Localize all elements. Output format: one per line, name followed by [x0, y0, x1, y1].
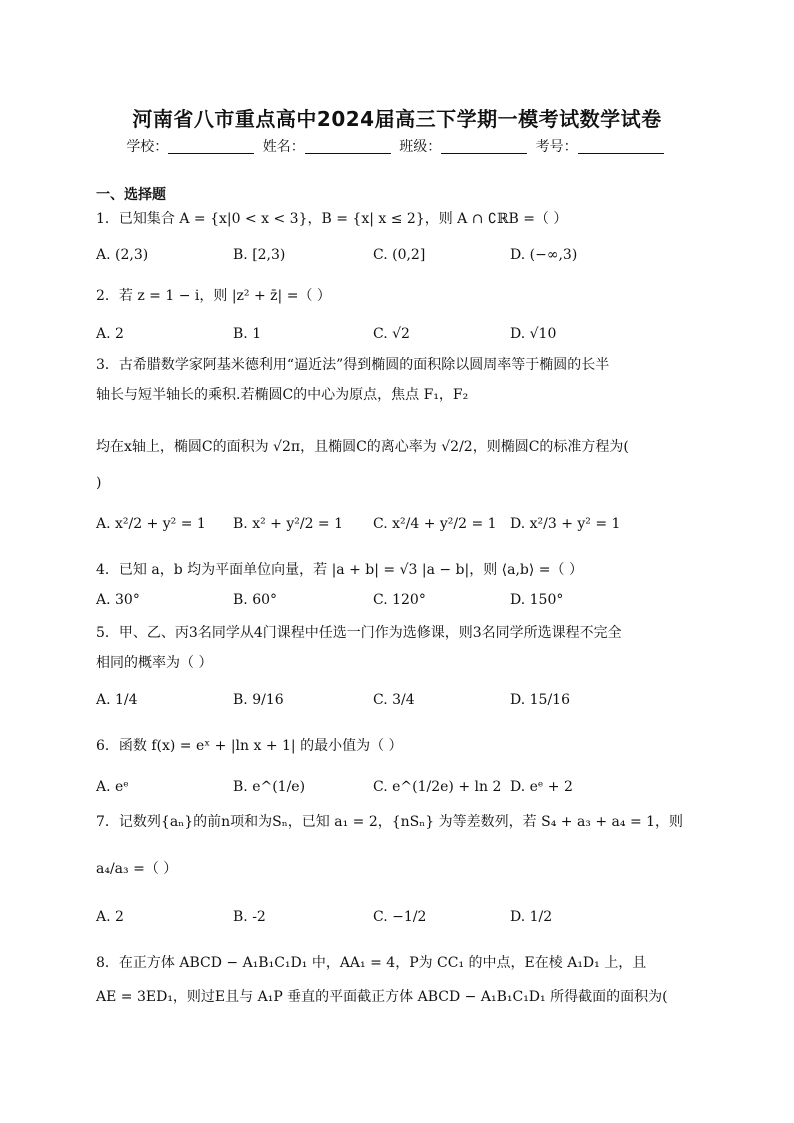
q6-option-d: D. eᵉ + 2 [510, 779, 573, 795]
q5-option-d: D. 15/16 [510, 692, 570, 708]
q5-option-c: C. 3/4 [373, 692, 415, 708]
class-blank[interactable] [441, 139, 527, 154]
question-3-line-2: 轴长与短半轴长的乘积.若椭圆C的中心为原点，焦点 F₁，F₂ [96, 387, 469, 403]
q3-option-c: C. x²/4 + y²/2 = 1 [373, 516, 497, 532]
name-label: 姓名： [262, 139, 305, 155]
q4-option-a: A. 30° [96, 592, 140, 608]
q5-option-a: A. 1/4 [96, 692, 138, 708]
q7-option-c: C. −1/2 [373, 909, 427, 925]
q1-option-b: B. [2,3) [233, 247, 286, 263]
question-5-line-1: 5．甲、乙、丙3名同学从4门课程中任选一门作为选修课，则3名同学所选课程不完全 [96, 625, 622, 641]
q7-option-d: D. 1/2 [510, 909, 553, 925]
student-info-line [0, 136, 794, 156]
q3-option-b: B. x² + y²/2 = 1 [233, 516, 344, 532]
question-5-line-2: 相同的概率为（ ） [96, 655, 213, 671]
q7-option-b: B. -2 [233, 909, 266, 925]
q2-option-b: B. 1 [233, 326, 262, 342]
question-6-stem: 6．函数 f(x) = eˣ + |ln x + 1| 的最小值为（ ） [96, 738, 403, 754]
question-1-stem: 1．已知集合 A = {x|0 < x < 3}，B = {x| x ≤ 2}，则 A ∩ ∁ℝB =（ ） [96, 211, 568, 227]
question-3-line-3: 均在x轴上，椭圆C的面积为 √2π，且椭圆C的离心率为 √2/2，则椭圆C的标准方程为( [96, 439, 629, 455]
question-7-line-2: a₄/a₃ =（ ） [96, 861, 178, 877]
question-8-line-1: 8．在正方体 ABCD − A₁B₁C₁D₁ 中，AA₁ = 4，P为 CC₁ 的中点，E在棱 A₁D₁ 上，且 [96, 955, 647, 971]
q2-option-c: C. √2 [373, 326, 410, 342]
question-7-line-1: 7．记数列{aₙ}的前n项和为Sₙ，已知 a₁ = 2，{nSₙ} 为等差数列，若 S₄ + a₃ + a₄ = 1，则 [96, 814, 684, 830]
q3-option-a: A. x²/2 + y² = 1 [96, 516, 206, 532]
q7-option-a: A. 2 [96, 909, 124, 925]
q1-option-c: C. (0,2] [373, 247, 426, 263]
q5-option-b: B. 9/16 [233, 692, 284, 708]
class-label: 班级： [399, 139, 442, 155]
section-choice-title: 一、选择题 [96, 187, 166, 203]
q4-option-c: C. 120° [373, 592, 426, 608]
question-3-line-1: 3．古希腊数学家阿基米德利用“逼近法”得到椭圆的面积除以圆周率等于椭圆的长半 [96, 357, 610, 373]
q1-option-a: A. (2,3) [96, 247, 149, 263]
question-4-stem: 4．已知 a，b 均为平面单位向量，若 |a + b| = √3 |a − b|，则 ⟨a,b⟩ =（ ） [96, 562, 583, 578]
question-2-stem: 2．若 z = 1 − i，则 |z² + z̄| =（ ） [96, 288, 331, 304]
question-3-line-4: ) [96, 475, 102, 491]
q1-option-d: D. (−∞,3) [510, 247, 578, 263]
question-8-line-2: AE = 3ED₁，则过E且与 A₁P 垂直的平面截正方体 ABCD − A₁B₁C₁D₁ 所得截面的面积为( [96, 989, 668, 1005]
school-label: 学校： [126, 139, 169, 155]
q6-option-c: C. e^(1/2e) + ln 2 [373, 779, 502, 795]
q2-option-a: A. 2 [96, 326, 124, 342]
exam-number-blank[interactable] [578, 139, 664, 154]
q4-option-b: B. 60° [233, 592, 278, 608]
name-blank[interactable] [305, 139, 391, 154]
q3-option-d: D. x²/3 + y² = 1 [510, 516, 621, 532]
q6-option-b: B. e^(1/e) [233, 779, 306, 795]
q4-option-d: D. 150° [510, 592, 564, 608]
exam-number-label: 考号： [535, 139, 578, 155]
exam-title: 河南省八市重点高中2024届高三下学期一模考试数学试卷 [132, 107, 662, 131]
school-blank[interactable] [168, 139, 254, 154]
q2-option-d: D. √10 [510, 326, 557, 342]
q6-option-a: A. eᵉ [96, 779, 129, 795]
